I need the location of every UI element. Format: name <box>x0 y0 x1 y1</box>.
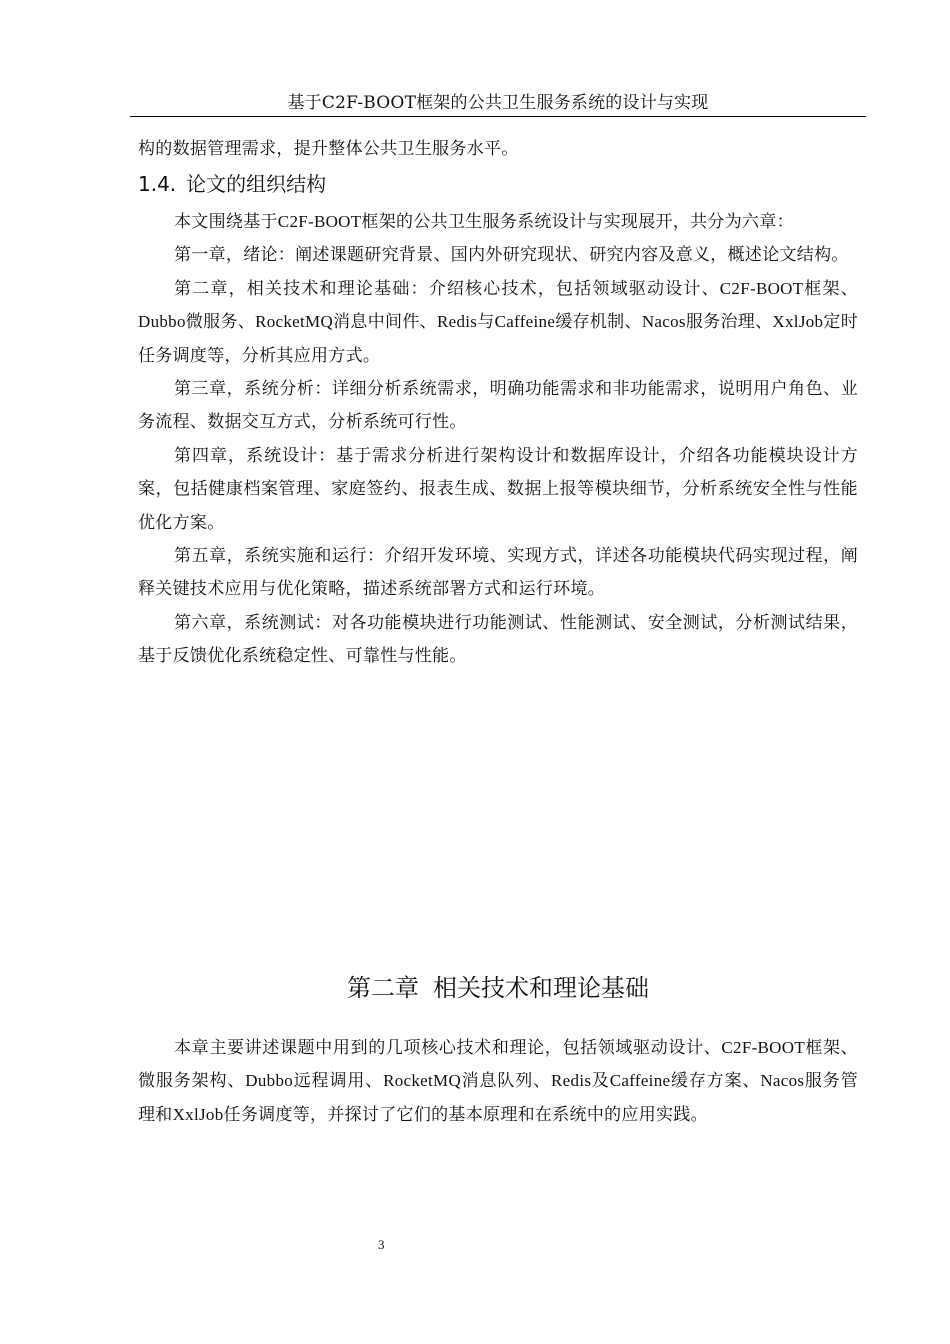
chapter-intro-paragraph: 本章主要讲述课题中用到的几项核心技术和理论，包括领域驱动设计、C2F-BOOT框架、微服务架构、Dubbo远程调用、RocketMQ消息队列、Redis及Caffeine缓存方案、Nacos服务管理和XxlJob任务调度等，并探讨了它们的基本原理和在系统中的应用实践。 <box>138 1038 858 1124</box>
running-header: 基于C2F-BOOT框架的公共卫生服务系统的设计与实现 <box>287 93 709 113</box>
chapter-intro-block <box>138 1031 858 1131</box>
page-number: 3 <box>378 1237 385 1252</box>
section-title: 论文的组织结构 <box>186 172 327 196</box>
header-rule <box>130 116 866 117</box>
continuation-paragraph: 构的数据管理需求，提升整体公共卫生服务水平。 <box>138 139 519 158</box>
paragraph: 第四章，系统设计：基于需求分析进行架构设计和数据库设计，介绍各功能模块设计方案，包括健康档案管理、家庭签约、报表生成、数据上报等模块细节，分析系统安全性与性能优化方案。 <box>138 445 858 532</box>
paragraph: 第五章，系统实施和运行：介绍开发环境、实现方式，详述各功能模块代码实现过程，阐释关键技术应用与优化策略，描述系统部署方式和运行环境。 <box>138 546 858 599</box>
paragraph: 第六章，系统测试：对各功能模块进行功能测试、性能测试、安全测试，分析测试结果，基于反馈优化系统稳定性、可靠性与性能。 <box>138 612 858 666</box>
section-body <box>138 205 858 673</box>
chapter-title <box>0 971 950 1005</box>
section-number: 1.4. <box>138 172 177 196</box>
chapter-label: 第二章 <box>347 974 419 1002</box>
chapter-title-text: 相关技术和理论基础 <box>433 974 649 1002</box>
continuation-block <box>138 132 858 165</box>
paragraph: 第三章，系统分析：详细分析系统需求，明确功能需求和非功能需求，说明用户角色、业务流程、数据交互方式，分析系统可行性。 <box>138 379 858 432</box>
paragraph: 第二章，相关技术和理论基础：介绍核心技术，包括领域驱动设计、C2F-BOOT框架、Dubbo微服务、RocketMQ消息中间件、Redis与Caffeine缓存机制、Nacos服务治理、XxlJob定时任务调度等，分析其应用方式。 <box>138 278 858 365</box>
section-heading <box>138 170 326 198</box>
paragraph: 第一章，绪论：阐述课题研究背景、国内外研究现状、研究内容及意义，概述论文结构。 <box>174 245 849 265</box>
paragraph: 本文围绕基于C2F-BOOT框架的公共卫生服务系统设计与实现展开，共分为六章： <box>174 212 794 231</box>
